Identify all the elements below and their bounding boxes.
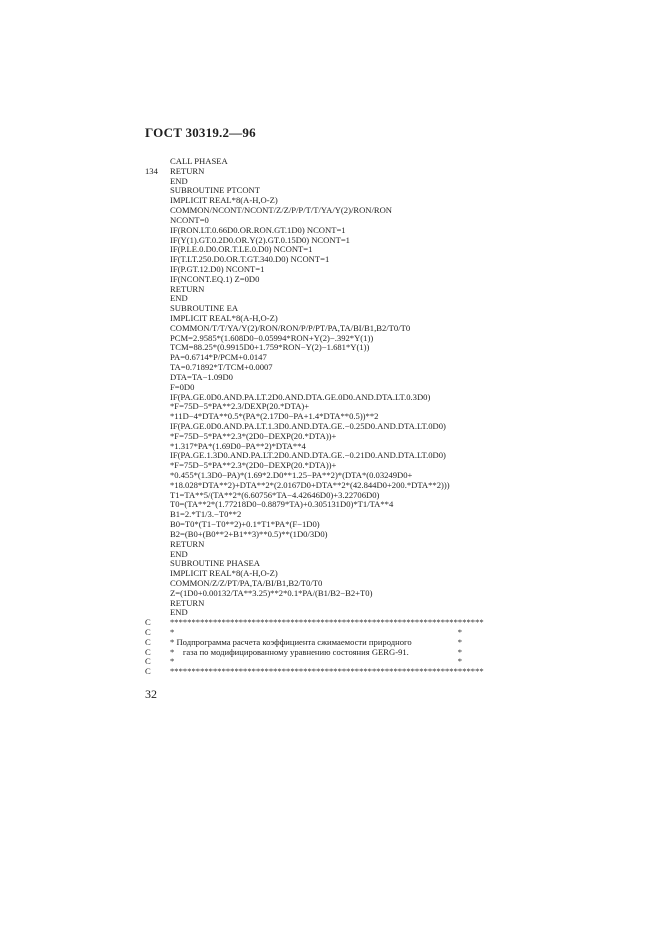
code-line	[145, 599, 462, 609]
code-line	[145, 167, 462, 177]
comment-marker: C	[145, 617, 151, 628]
line-label	[145, 451, 170, 461]
line-label	[145, 255, 170, 265]
comment-marker: C	[145, 636, 151, 647]
code-text: COMMON/NCONT/NCONT/Z/Z/P/P/T/T/YA/Y(2)/RON/RON	[170, 205, 393, 216]
code-text: F=0D0	[170, 381, 195, 392]
line-label	[145, 324, 170, 334]
code-text: TA=0.71892*T/TCM+0.0007	[170, 362, 273, 373]
code-text: COMMON/T/T/YA/Y(2)/RON/RON/P/P/PT/PA,TA/BI/B1,B2/T0/T0	[170, 322, 411, 333]
line-label	[145, 442, 170, 452]
comment-marker: C	[145, 666, 151, 677]
line-label	[145, 412, 170, 422]
line-label	[145, 599, 170, 609]
code-text: IF(PA.GE.0D0.AND.PA.LT.2D0.AND.DTA.GE.0D0.AND.DTA.LT.0.3D0)	[170, 391, 431, 402]
line-label	[145, 471, 170, 481]
page-number: 32	[145, 687, 157, 701]
code-text: SUBROUTINE PHASEA	[170, 558, 261, 569]
line-label	[145, 461, 170, 471]
code-text: DTA=TA−1.09D0	[170, 371, 233, 382]
code-text: END	[170, 175, 188, 186]
line-label	[145, 196, 170, 206]
code-text: TCM=88.25*(0.9915D0+1.759*RON−Y(2)−1.681*Y(1))	[170, 342, 370, 353]
code-text: B0=T0*(T1−T0**2)+0.1*T1*PA*(F−1D0)	[170, 519, 320, 530]
comment-right: *	[457, 636, 462, 647]
code-text: SUBROUTINE PTCONT	[170, 185, 260, 196]
line-label	[145, 530, 170, 540]
code-text: *18.028*DTA**2)+DTA**2*(2.0167D0+DTA**2*(42.844D0+200.*DTA**2)))	[170, 479, 450, 490]
comment-left: *************************************************************************	[170, 617, 484, 628]
line-label	[145, 363, 170, 373]
code-text: IF(P.GT.12.D0) NCONT=1	[170, 263, 265, 274]
line-label	[145, 353, 170, 363]
code-text: *1.317*PA*(1.69D0−PA**2)*DTA**4	[170, 440, 306, 451]
line-label	[145, 226, 170, 236]
line-label	[145, 510, 170, 520]
code-text: RETURN	[170, 538, 205, 549]
line-label: 134	[145, 165, 158, 176]
comment-right: *	[457, 656, 462, 667]
line-label	[145, 569, 170, 579]
line-label	[145, 294, 170, 304]
comment-left: * газа по модифицированному уравнению состояния GERG-91.	[170, 646, 409, 657]
line-label	[145, 343, 170, 353]
comment-right: *	[457, 627, 462, 637]
line-label	[145, 550, 170, 560]
code-text: END	[170, 607, 188, 618]
comment-text	[170, 648, 462, 658]
code-text: RETURN	[170, 283, 205, 294]
line-label	[145, 265, 170, 275]
line-label	[145, 275, 170, 285]
comment-marker: C	[145, 627, 151, 637]
line-label	[145, 520, 170, 530]
line-label	[145, 500, 170, 510]
comment-left: *	[170, 627, 175, 637]
code-text: IMPLICIT REAL*8(A-H,O-Z)	[170, 313, 278, 323]
code-text: IMPLICIT REAL*8(A-H,O-Z)	[170, 568, 278, 579]
line-label	[145, 334, 170, 344]
code-text: CALL PHASEA	[170, 156, 228, 166]
code-text: IF(PA.GE.1.3D0.AND.PA.LT.2D0.AND.DTA.GE.−0.21D0.AND.DTA.LT.0D0)	[170, 450, 446, 461]
comment-marker: C	[145, 646, 151, 657]
comment-text	[170, 617, 484, 628]
code-text: PA=0.6714*P/PCM+0.0147	[170, 352, 267, 363]
code-line	[145, 540, 462, 550]
code-text: *0.455*(1.3D0−PA)*(1.69*2.D0**1.25−PA**2)*(DTA*(0.03249D0+	[170, 470, 413, 480]
code-text: T0=(TA**2*(1.77218D0−0.8879*TA)+0.305131D0)*T1/TA**4	[170, 499, 394, 510]
code-text: RETURN	[170, 597, 205, 608]
code-text: RETURN	[170, 165, 205, 176]
line-label	[145, 177, 170, 187]
line-label	[145, 216, 170, 226]
line-label	[145, 559, 170, 569]
line-label	[145, 186, 170, 196]
comment-line	[145, 648, 462, 658]
code-text: NCONT=0	[170, 214, 209, 225]
line-label	[145, 383, 170, 393]
code-text: IF(RON.LT.0.66D0.OR.RON.GT.1D0) NCONT=1	[170, 224, 346, 235]
line-label	[145, 491, 170, 501]
code-text: IMPLICIT REAL*8(A-H,O-Z)	[170, 195, 278, 206]
comment-text	[170, 666, 484, 677]
code-text: IF(Y(1).GT.0.2D0.OR.Y(2).GT.0.15D0) NCONT=1	[170, 234, 350, 245]
line-label	[145, 589, 170, 599]
code-text: END	[170, 548, 188, 559]
line-label	[145, 540, 170, 550]
document-title: ГОСТ 30319.2—96	[145, 125, 256, 140]
comment-line	[145, 666, 484, 677]
code-text: B1=2.*T1/3.−T0**2	[170, 509, 242, 520]
code-listing	[145, 156, 484, 677]
line-label	[145, 236, 170, 246]
line-label	[145, 245, 170, 255]
line-label	[145, 314, 170, 324]
comment-line	[145, 617, 484, 628]
line-label	[145, 373, 170, 383]
comment-left: *************************************************************************	[170, 666, 484, 677]
code-text: IF(NCONT.EQ.1) Z=0D0	[170, 273, 260, 284]
line-label	[145, 402, 170, 412]
line-label	[145, 304, 170, 314]
line-label	[145, 481, 170, 491]
line-label	[145, 422, 170, 432]
comment-left: *	[170, 656, 175, 667]
code-text: *11D−4*DTA**0.5*(PA*(2.17D0−PA+1.4*DTA**0.5))**2	[170, 411, 379, 422]
code-text: SUBROUTINE EA	[170, 303, 239, 314]
code-text: END	[170, 293, 188, 304]
code-text: B2=(B0+(B0**2+B1**3)**0.5)**(1D0/3D0)	[170, 528, 328, 539]
code-text: *F=75D−5*PA**2.3/DEXP(20.*DTA)+	[170, 401, 310, 412]
code-text: *F=75D−5*PA**2.3*(2D0−DEXP(20.*DTA))+	[170, 430, 337, 441]
code-text: T1=TA**5/(TA**2*(6.60756*TA−4.42646D0)+3.22706D0)	[170, 489, 380, 500]
code-text: COMMON/Z/Z/PT/PA,TA/BI/B1,B2/T0/T0	[170, 577, 323, 588]
code-text: Z=(1D0+0.00132/TA**3.25)**2*0.1*PA/(B1/B2−B2+T0)	[170, 587, 373, 598]
code-text: IF(T.LT.250.D0.OR.T.GT.340.D0) NCONT=1	[170, 254, 330, 265]
comment-right: *	[457, 646, 462, 657]
code-text: PCM=2.9585*(1.608D0−0.05994*RON+Y(2)−.392*Y(1))	[170, 332, 374, 343]
line-label	[145, 285, 170, 295]
code-text: IF(P.LE.0.D0.OR.T.LE.0.D0) NCONT=1	[170, 244, 313, 255]
line-label	[145, 206, 170, 216]
comment-left: * Подпрограмма расчета коэффициента сжимаемости природного	[170, 636, 412, 647]
code-text: *F=75D−5*PA**2.3*(2D0−DEXP(20.*DTA))+	[170, 460, 337, 471]
code-text: IF(PA.GE.0D0.AND.PA.LT.1.3D0.AND.DTA.GE.−0.25D0.AND.DTA.LT.0D0)	[170, 420, 446, 431]
comment-marker: C	[145, 656, 151, 667]
line-label	[145, 432, 170, 442]
code-line	[145, 285, 462, 295]
line-label	[145, 579, 170, 589]
line-label	[145, 393, 170, 403]
